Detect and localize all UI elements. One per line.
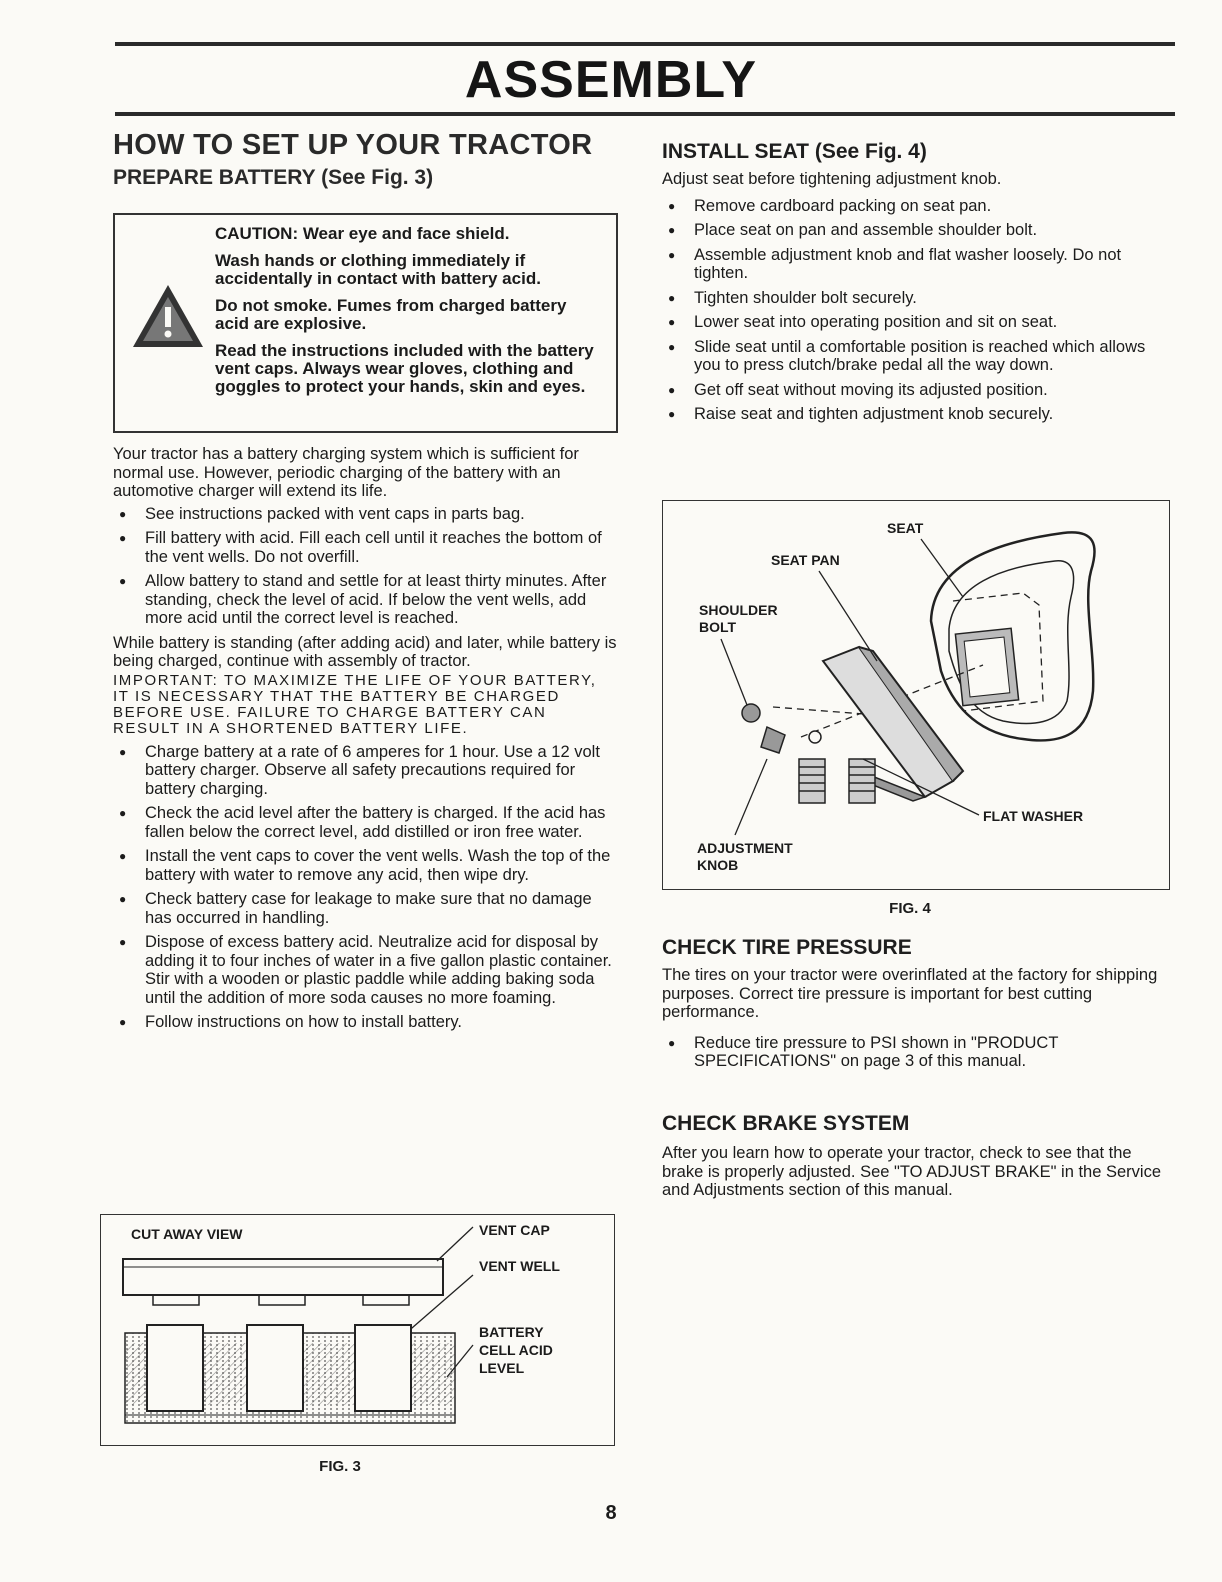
brake-section (662, 1110, 1172, 1200)
flat-washer-label: FLAT WASHER (983, 808, 1084, 824)
bolt-label: BOLT (699, 619, 737, 635)
list-item: ● Reduce tire pressure to PSI shown in "PRODUCT SPECIFICATIONS" on page 3 of this manual. (668, 1033, 1059, 1070)
bullet-icon: ● (668, 407, 676, 421)
list-item: ● Follow instructions on how to install battery. (119, 1013, 463, 1031)
bullet-icon: ● (119, 574, 127, 588)
bullet-icon: ● (119, 531, 127, 545)
vent-cap-label: VENT CAP (479, 1222, 550, 1238)
prepare-battery-heading: PREPARE BATTERY (See Fig. 3) (113, 166, 434, 189)
top-rule (115, 42, 1175, 46)
list-item: ● Slide seat until a comfortable position is reached which allows you to press clutch/brake pedal all the way down. (668, 337, 1146, 374)
list-item: ● Remove cardboard packing on seat pan. (668, 196, 992, 215)
seat-intro: Adjust seat before tightening adjustment knob. (662, 170, 1002, 188)
page-number: 8 (605, 1502, 617, 1524)
shoulder-label: SHOULDER (699, 602, 778, 618)
list-item: ● Dispose of excess battery acid. Neutralize acid for disposal by adding it to four inches of water in a five gallon plastic container. Stir with a wooden or plastic paddle while adding baking soda until the addition of more soda causes no more foaming. (119, 933, 612, 1007)
list-item: ● Check the acid level after the battery is charged. If the acid has fallen below the correct level, add distilled or iron free water. (119, 804, 606, 841)
list-item: ● Place seat on pan and assemble shoulder bolt. (668, 221, 1038, 239)
flat-washer (809, 731, 821, 743)
battery-intro: Your tractor has a battery charging system which is sufficient for normal use. However, periodic charging of the battery with an automotive charger will extend its life. (113, 445, 579, 500)
battery-steps-b (113, 743, 618, 1032)
bullet-icon: ● (668, 315, 676, 329)
list-item: ● Charge battery at a rate of 6 amperes for 1 hour. Use a 12 volt battery charger. Observe all safety precautions required for battery charging. (119, 742, 600, 798)
list-item: ● Assemble adjustment knob and flat washer loosely. Do not tighten. (668, 245, 1122, 282)
shoulder-bolt (742, 704, 760, 722)
cell-well (247, 1325, 303, 1411)
important-notice: IMPORTANT: TO MAXIMIZE THE LIFE OF YOUR BATTERY, IT IS NECESSARY THAT THE BATTERY BE CHARGED BEFORE USE. FAILURE TO CHARGE BATTERY CAN RESULT IN A SHORTENED BATTERY LIFE. (113, 671, 597, 737)
while-text: While battery is standing (after adding acid) and later, while battery is being charged, continue with assembly of tractor. (113, 633, 617, 670)
page-title: ASSEMBLY (464, 51, 758, 109)
cell-acid-label: CELL ACID (479, 1342, 553, 1358)
battery-cutaway-diagram (101, 1215, 613, 1444)
caution-line: Read the instructions included with the battery vent caps. Always wear gloves, clothing and goggles to protect your hands, skin and eyes. (215, 341, 594, 396)
bullet-icon: ● (119, 849, 127, 863)
cut-away-label: CUT AWAY VIEW (131, 1226, 243, 1242)
cell-well (147, 1325, 203, 1411)
bullet-icon: ● (668, 198, 676, 213)
bullet-icon: ● (119, 935, 127, 949)
right-column (662, 138, 1172, 430)
vent-cap-bar (123, 1259, 443, 1295)
list-item: ● Install the vent caps to cover the vent wells. Wash the top of the battery with water to remove any acid, then wipe dry. (119, 847, 611, 884)
figure-3 (100, 1214, 615, 1446)
list-item: ● Raise seat and tighten adjustment knob securely. (668, 405, 1054, 423)
caution-box (113, 213, 618, 433)
tire-section (662, 934, 1172, 1077)
bullet-icon: ● (668, 1035, 676, 1050)
level-label: LEVEL (479, 1360, 525, 1376)
bullet-icon: ● (119, 892, 127, 906)
list-item: ● Lower seat into operating position and sit on seat. (668, 313, 1058, 331)
caution-line: CAUTION: Wear eye and face shield. (215, 224, 510, 243)
caution-line: Wash hands or clothing immediately if accidentally in contact with battery acid. (215, 251, 541, 288)
battery-steps-a (113, 505, 618, 628)
tire-steps (662, 1034, 1172, 1071)
bullet-icon: ● (119, 1015, 127, 1029)
seat-steps (662, 197, 1172, 424)
bullet-icon: ● (668, 290, 676, 305)
install-seat-heading: INSTALL SEAT (See Fig. 4) (662, 140, 927, 163)
tire-pressure-heading: CHECK TIRE PRESSURE (662, 936, 912, 959)
list-item: ● Get off seat without moving its adjusted position. (668, 380, 1048, 399)
title-rule (115, 112, 1175, 116)
bullet-icon: ● (119, 744, 127, 759)
adjustment-label: ADJUSTMENT (697, 840, 793, 856)
list-item: ● Tighten shoulder bolt securely. (668, 288, 917, 307)
caution-line: Do not smoke. Fumes from charged battery acid are explosive. (215, 296, 567, 333)
bullet-icon: ● (668, 247, 676, 262)
adjustment-knob (761, 727, 785, 753)
bullet-icon: ● (668, 382, 676, 397)
seat-assembly-diagram (663, 501, 1168, 888)
bullet-icon: ● (668, 339, 676, 354)
list-item: ● See instructions packed with vent caps in parts bag. (119, 504, 525, 523)
seat-pan-label: SEAT PAN (771, 552, 840, 568)
springs (799, 759, 875, 803)
left-column (113, 128, 618, 1038)
battery-label: BATTERY (479, 1324, 544, 1340)
figure-4 (662, 500, 1170, 890)
tire-text: The tires on your tractor were overinflated at the factory for shipping purposes. Correct tire pressure is important for best cutting performance. (662, 966, 1158, 1021)
bullet-icon: ● (119, 806, 127, 820)
bullet-icon: ● (119, 506, 127, 521)
vent-well-label: VENT WELL (479, 1258, 560, 1274)
list-item: ● Fill battery with acid. Fill each cell until it reaches the bottom of the vent wells. Do not overfill. (119, 529, 602, 566)
bullet-icon: ● (668, 223, 676, 237)
seat-label: SEAT (887, 520, 924, 536)
brake-system-heading: CHECK BRAKE SYSTEM (662, 1112, 910, 1135)
fig3-caption: FIG. 3 (319, 1458, 361, 1475)
list-item: ● Check battery case for leakage to make sure that no damage has occurred in handling. (119, 890, 592, 927)
brake-text: After you learn how to operate your tractor, check to see that the brake is properly adjusted. See "TO ADJUST BRAKE" in the Service and Adjustments section of this manual. (662, 1144, 1161, 1199)
warning-triangle-icon (131, 283, 205, 349)
knob-label: KNOB (697, 857, 739, 873)
list-item: ● Allow battery to stand and settle for at least thirty minutes. After standing, check the level of acid. If below the vent wells, add more acid until the correct level is reached. (119, 572, 607, 627)
fig4-caption: FIG. 4 (889, 900, 931, 917)
main-heading: HOW TO SET UP YOUR TRACTOR (113, 129, 593, 161)
cell-well (355, 1325, 411, 1411)
